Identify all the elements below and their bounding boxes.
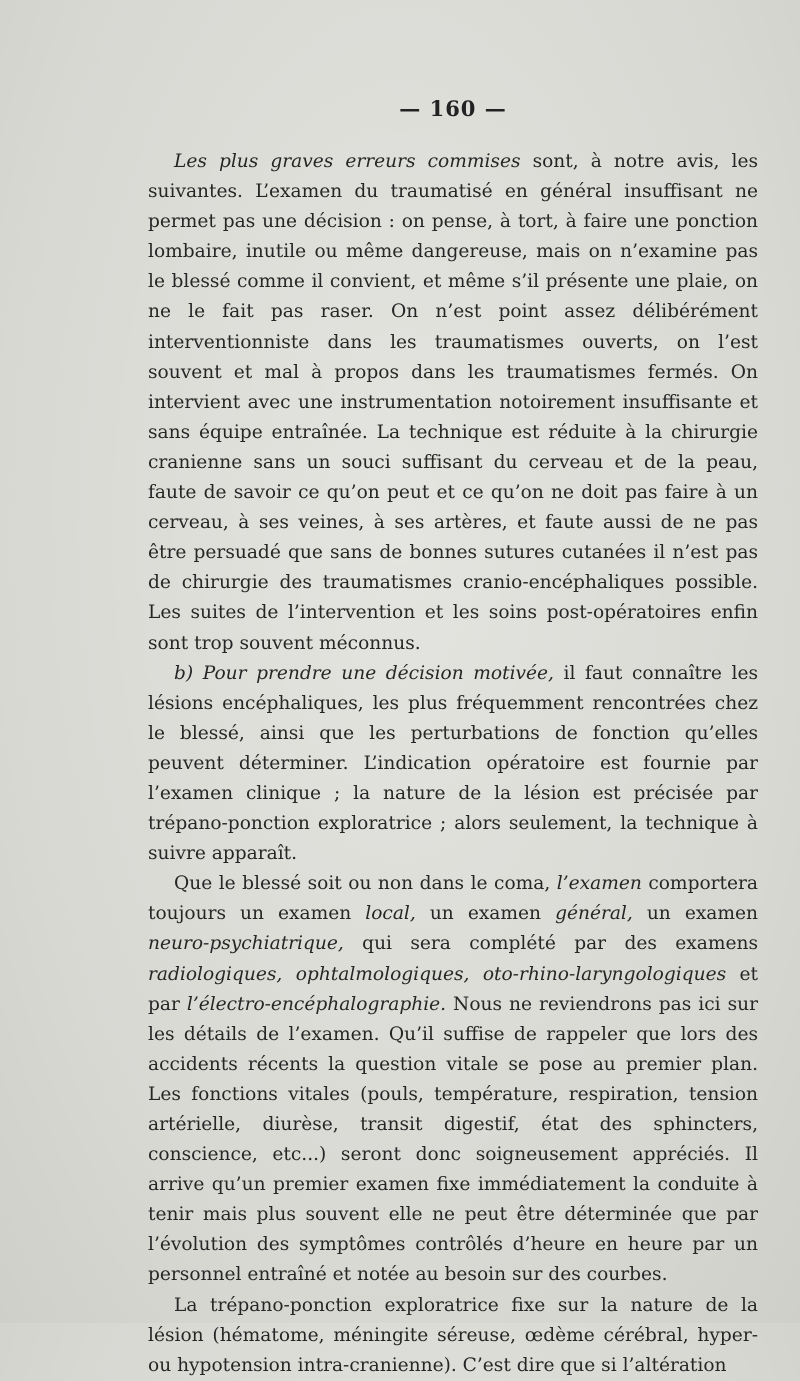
paragraph-1-body: sont, à notre avis, les suivantes. L’examen du traumatisé en général insuffisant ne permet pas une décision : on pense, à tort, à faire une ponction lombaire, inutile ou même dangereuse, mais on n’examine pas le blessé comme il convient, et même s’il présente une plaie, on ne le fait pas raser. On n’est point assez délibérément interventionniste dans les traumatismes ouverts, on l’est souvent et mal à propos dans les traumatismes fermés. On intervient avec une instrumentation notoirement insuffisante et sans équipe entraînée. La technique est réduite à la chirurgie cranienne sans un souci suffisant du cerveau et de la peau, faute de savoir ce qu’on peut et ce qu’on ne doit pas faire à un cerveau, à ses veines, à ses artères, et faute aussi de ne pas être persuadé que sans de bonnes sutures cutanées il n’est pas de chirurgie des traumatismes cranio-encéphaliques possible. Les suites de l’intervention et les soins post-opératoires enfin sont trop souvent méconnus.: [148, 151, 758, 654]
paragraph-3-seg-2: l’examen: [556, 873, 642, 895]
paragraph-3-seg-1: Que le blessé soit ou non dans le coma,: [174, 873, 557, 895]
book-page: [148, 96, 758, 1381]
paragraph-3-seg-9: qui sera complété par des examens: [343, 933, 758, 955]
paragraph-3-seg-12: l’électro-encéphalographie.: [186, 993, 447, 1015]
paragraph-2: [148, 659, 758, 870]
paragraph-3-seg-4: local,: [365, 903, 416, 925]
paragraph-2-lead: Pour prendre une décision motivée,: [202, 662, 554, 684]
paragraph-3-seg-7: un examen: [632, 903, 759, 925]
paragraph-3-seg-3: comportera toujours un examen: [148, 873, 759, 925]
paragraph-3-seg-5: un examen: [415, 903, 556, 925]
paragraph-3-seg-8: neuro-psychiatrique,: [148, 933, 344, 955]
paragraph-2-marker: b): [174, 662, 203, 684]
paragraph-3-seg-6: général,: [555, 903, 633, 925]
page-number: — 160 —: [399, 96, 507, 121]
paragraph-4-body: La trépano-ponction exploratrice fixe sur la nature de la lésion (hématome, méningite séreuse, œdème cérébral, hyper- ou hypotension intra-cranienne). C’est dire que si l’altération: [148, 1294, 758, 1376]
paragraph-3: [148, 869, 758, 1290]
paragraph-3-seg-13: Nous ne reviendrons pas ici sur les détails de l’examen. Qu’il suffise de rappeler que lors des accidents récents la question vitale se pose au premier plan. Les fonctions vitales (pouls, température, respiration, tension artérielle, diurèse, transit digestif, état des sphincters, conscience, etc...) seront donc soigneusement appréciés. Il arrive qu’un premier examen fixe immédiatement la conduite à tenir mais plus souvent elle ne peut être déterminée que par l’évolution des symptômes contrôlés d’heure en heure par un personnel entraîné et notée au besoin sur des courbes.: [148, 993, 758, 1286]
paragraph-2-body: il faut connaître les lésions encéphaliques, les plus fréquemment rencontrées chez le blessé, ainsi que les perturbations de fonction qu’elles peuvent déterminer. L’indication opératoire est fournie par l’examen clinique ; la nature de la lésion est précisée par trépano-ponction exploratrice ; alors seulement, la technique à suivre apparaît.: [148, 662, 758, 865]
paragraph-1: [148, 147, 758, 659]
paragraph-4: [148, 1291, 758, 1381]
paragraph-1-lead: Les plus graves erreurs commises: [174, 151, 521, 172]
paragraph-3-seg-10: radiologiques, ophtalmologiques, oto-rhino-laryngologiques: [148, 963, 727, 985]
paragraph-3-seg-11: et par: [148, 963, 758, 1015]
